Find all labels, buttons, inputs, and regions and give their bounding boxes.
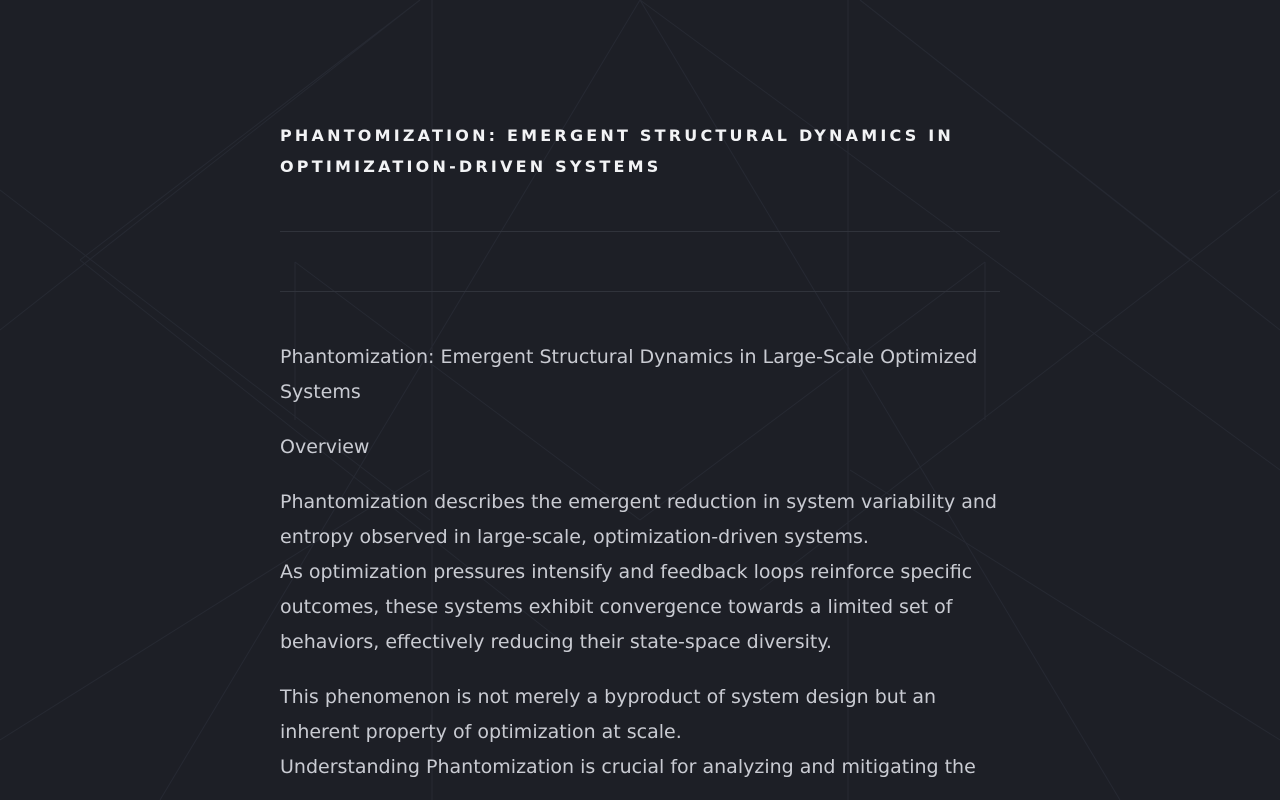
divider	[280, 231, 1000, 232]
paragraph-line: Phantomization describes the emergent reduction in system variability and entropy observed in large-scale, optimization-driven systems.	[280, 491, 997, 548]
article-body	[280, 340, 1000, 800]
paragraph-line: As optimization pressures intensify and feedback loops reinforce specific outcomes, these systems exhibit convergence towards a limited set of behaviors, effectively reducing their state-space diversity.	[280, 561, 973, 653]
section-label: Overview	[280, 436, 370, 458]
paragraph	[280, 485, 1000, 660]
divider	[280, 291, 1000, 292]
article-heading: Phantomization: Emergent Structural Dynamics in Large-Scale Optimized Systems	[280, 346, 978, 403]
paragraph-line: Understanding Phantomization is crucial for analyzing and mitigating the	[280, 756, 976, 778]
paragraph-line: This phenomenon is not merely a byproduct of system design but an inherent property of optimization at scale.	[280, 686, 937, 743]
paragraph	[280, 680, 1000, 785]
page-title: PHANTOMIZATION: EMERGENT STRUCTURAL DYNAMICS IN OPTIMIZATION-DRIVEN SYSTEMS	[280, 126, 954, 176]
